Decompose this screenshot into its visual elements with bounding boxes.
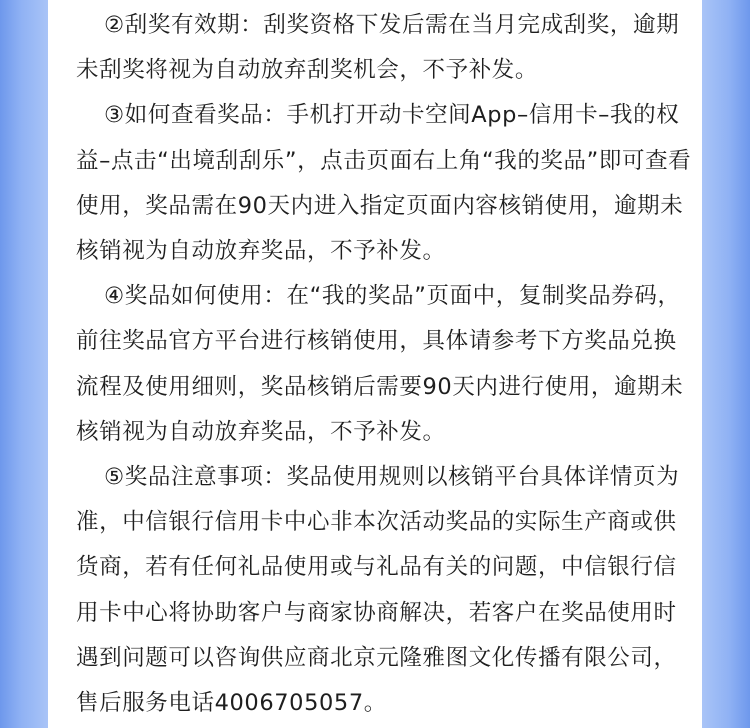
rule-use-prize-paragraph: ④奖品如何使用：在“我的奖品”页面中，复制奖品券码，前往奖品官方平台进行核销使用，具体请参考下方奖品兑换流程及使用细则，奖品核销后需要90天内进行使用，逾期未核销视为自动放弃奖品，不予补发。: [76, 283, 684, 445]
right-frame-border: [702, 0, 750, 728]
rule-check-prize-paragraph: ③如何查看奖品：手机打开动卡空间App–信用卡–我的权益–点击“出境刮刮乐”，点击页面右上角“我的奖品”即可查看使用，奖品需在90天内进入指定页面内容核销使用，逾期未核销视为自动放弃奖品，不予补发。: [76, 102, 692, 265]
rules-card: [48, 0, 702, 728]
left-frame-border: [0, 0, 48, 728]
rule-validity-paragraph: ②刮奖有效期：刮奖资格下发后需在当月完成刮奖，逾期未刮奖将视为自动放弃刮奖机会，不予补发。: [76, 12, 680, 84]
rule-notes-paragraph: ⑤奖品注意事项：奖品使用规则以核销平台具体详情页为准，中信银行信用卡中心非本次活动奖品的实际生产商或供货商，若有任何礼品使用或与礼品有关的问题，中信银行信用卡中心将协助客户与商家协商解决，若客户在奖品使用时遇到问题可以咨询供应商北京元隆雅图文化传播有限公司，售后服务电话4006705057。: [76, 464, 680, 717]
rules-content: [76, 3, 694, 726]
